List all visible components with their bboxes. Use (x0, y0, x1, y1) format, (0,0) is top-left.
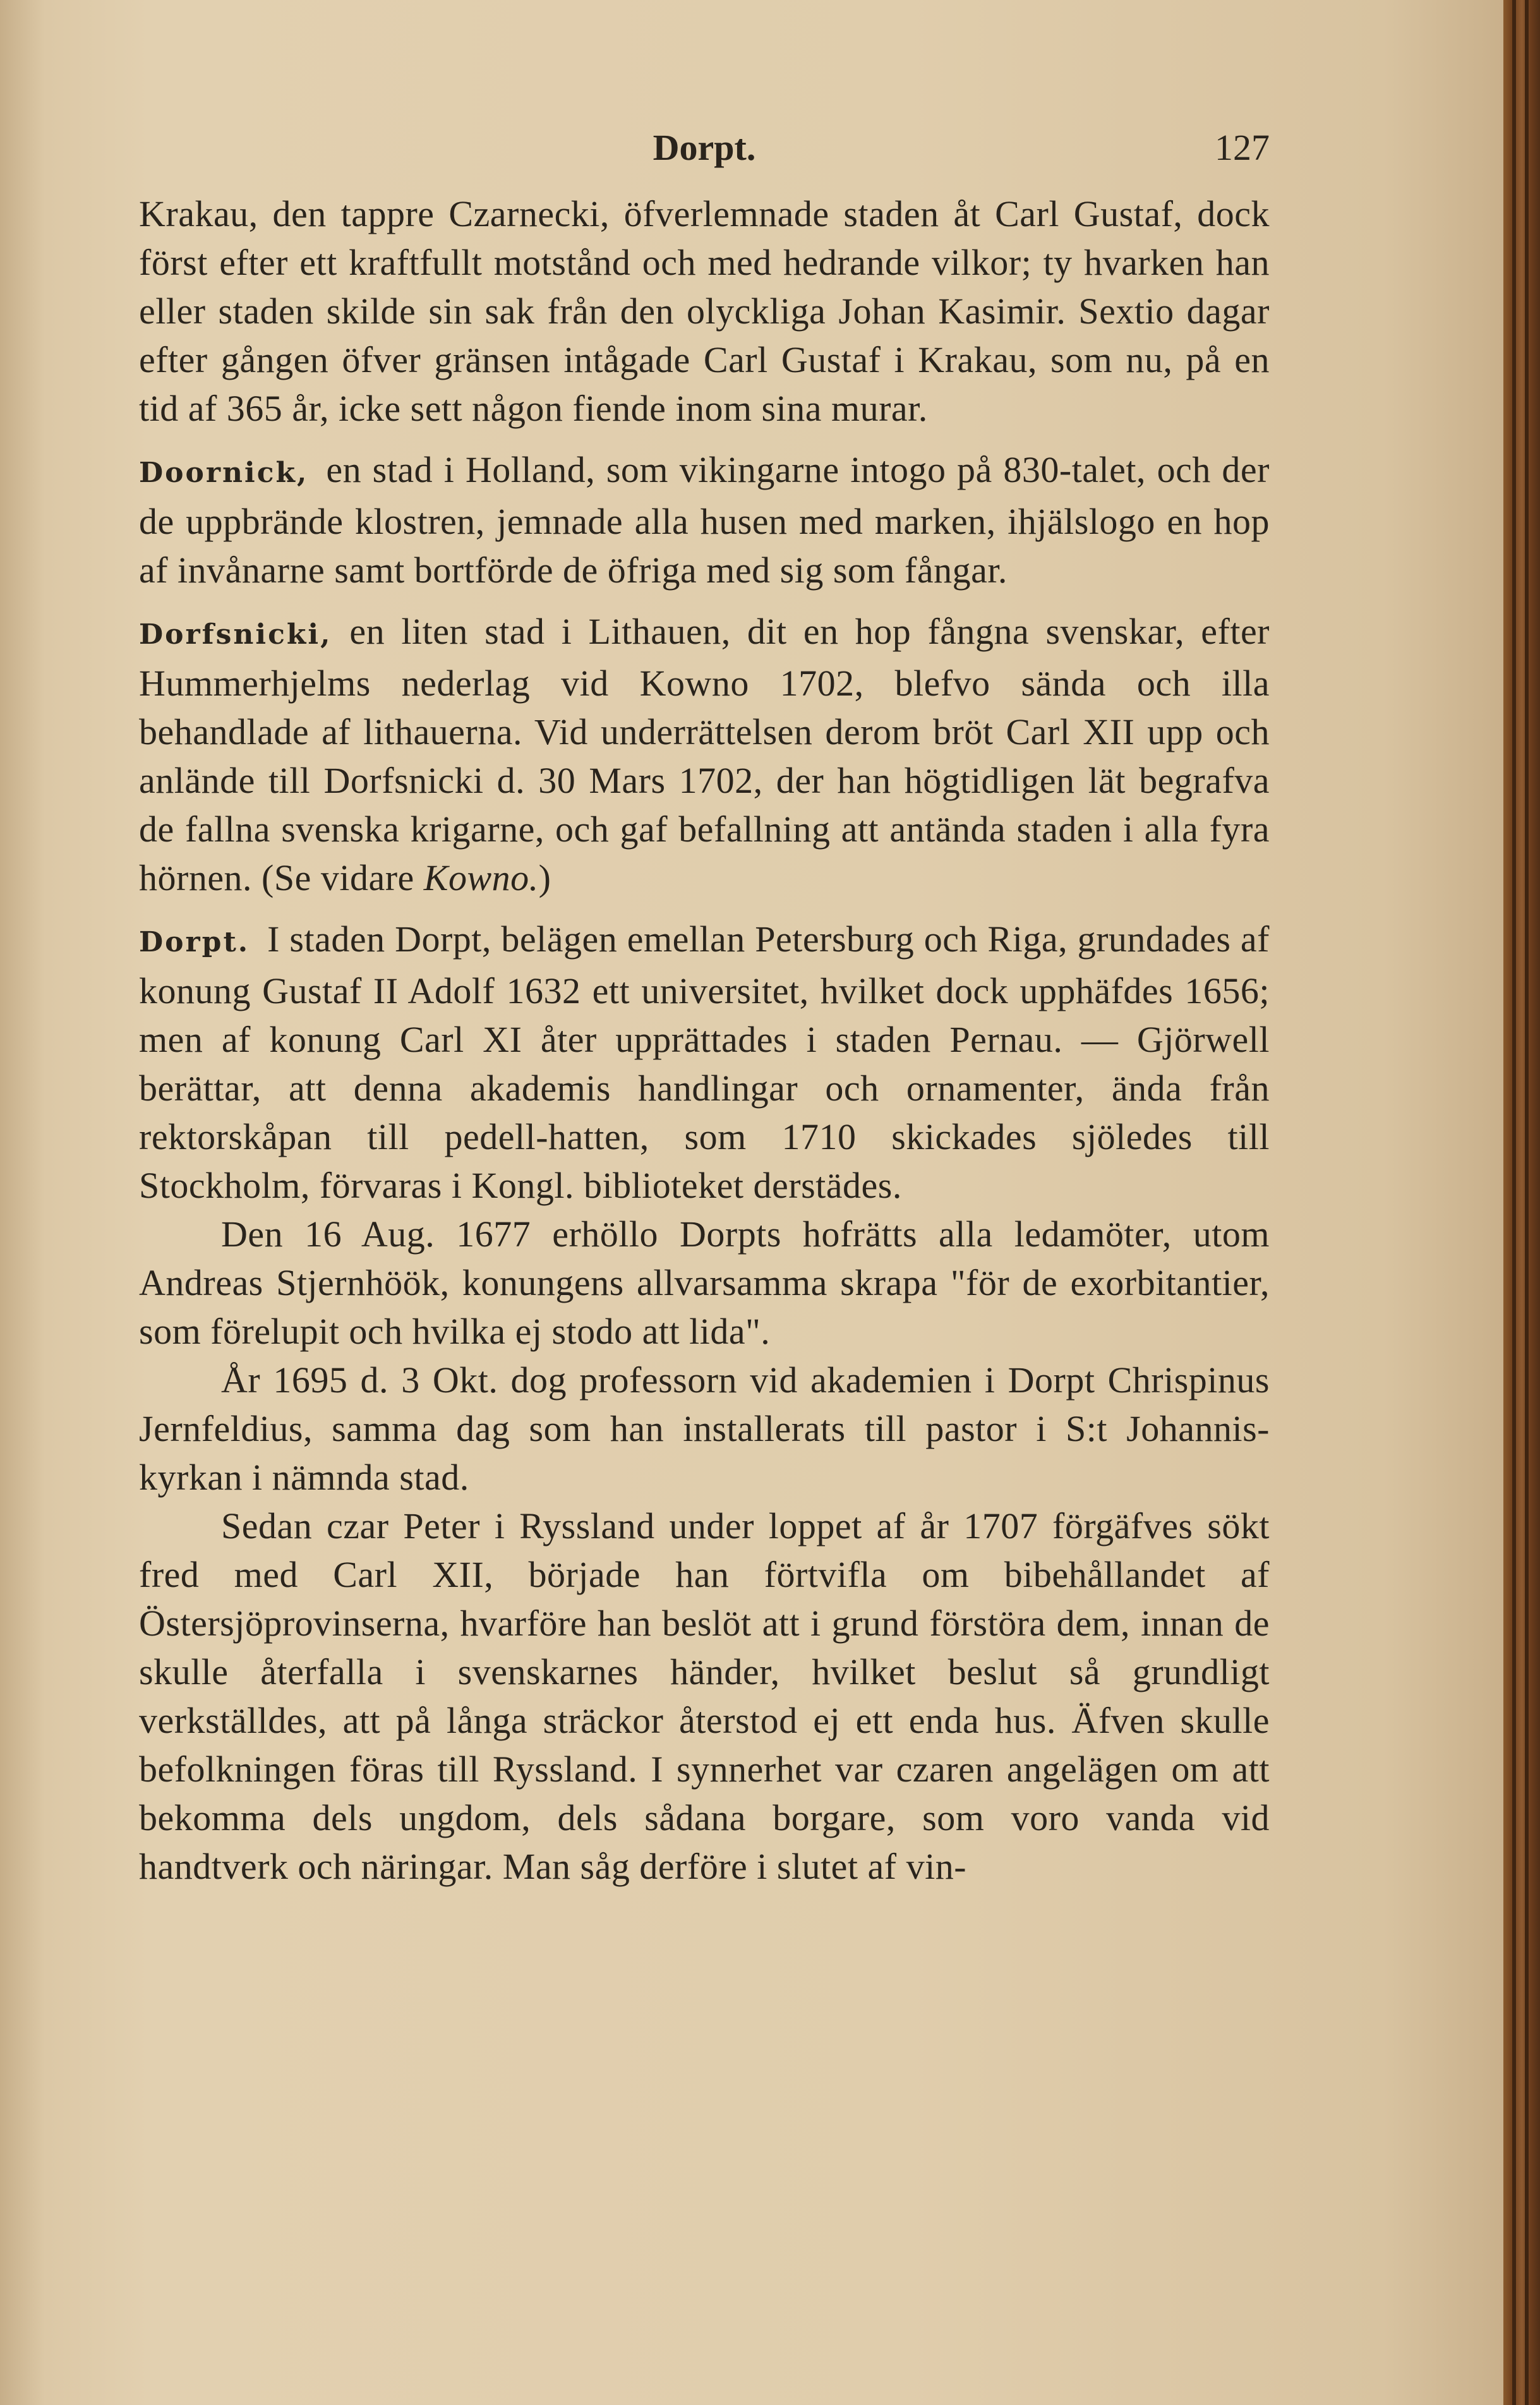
page-number: 127 (1215, 127, 1270, 168)
book-edge (1503, 0, 1540, 2405)
entry-headword: Dorfsnicki, (139, 618, 332, 651)
paragraph-czar-peter (139, 1502, 1270, 1891)
entry-headword: Doornick, (139, 457, 309, 489)
entry-headword: Dorpt. (139, 926, 250, 958)
paragraph-text: Sedan czar Peter i Ryssland under loppet af år 1707 förgäfves sökt fred med Carl XII, började han förtvifla om bibehållandet af Östersjöprovinserna, hvarföre han beslöt att i grund förstöra dem, innan de skulle återfalla i svenskarnes händer, hvilket beslut så grundligt verkställdes, att på långa sträckor återstod ej ett enda hus. Äfven skulle befolkningen föras till Ryssland. I synnerhet var czaren angelägen om att bekomma dels ungdom, dels sådana borgare, som voro vanda vid handtverk och näringar. Man såg derföre i slutet af vin- (139, 1505, 1270, 1887)
closing-paren: ) (538, 857, 551, 898)
paragraph-jernfeldius (139, 1356, 1270, 1502)
entry-text: I staden Dorpt, belägen emellan Petersburg och Riga, grundades af konung Gustaf II Adolf 1632 ett universitet, hvilket dock upphäfdes 1656; men af konung Carl XI åter upprättades i staden Pernau. — Gjörwell berättar, att denna akademis handlingar och ornamenter, ända från rektorskåpan till pedell-hatten, som 1710 skickades sjöledes till Stockholm, förvaras i Kongl. biblioteket derstädes. (139, 919, 1270, 1206)
entry-doornick (139, 445, 1270, 594)
entry-dorfsnicki (139, 607, 1270, 902)
page-header (139, 126, 1270, 177)
edge-line (1512, 0, 1516, 2405)
entry-text: en stad i Holland, som vikingarne intogo på 830-talet, och der de uppbrände klostren, jemnade alla husen med marken, ihjälslogo en hop af invånarne samt bortförde de öfriga med sig som fångar. (139, 449, 1270, 591)
entry-text: en liten stad i Lithauen, dit en hop fångna svenskar, efter Hummerhjelms nederlag vid Kowno 1702, blefvo sända och illa behandlade af lithauerna. Vid underrättelsen derom bröt Carl XII upp och anlände till Dorfsnicki d. 30 Mars 1702, der han högtidligen lät begrafva de fallna svenska krigarne, och gaf befallning att antända staden i alla fyra hörnen. (Se vidare (139, 611, 1270, 898)
running-title: Dorpt. (653, 127, 756, 168)
paragraph-text: Den 16 Aug. 1677 erhöllo Dorpts hofrätts alla ledamöter, utom Andreas Stjernhöök, konungens allvarsamma skrapa "för de exorbitantier, som förelupit och hvilka ej stodo att lida". (139, 1214, 1270, 1352)
cross-reference: Kowno. (423, 857, 539, 898)
body-text (139, 190, 1270, 1891)
paragraph-text: År 1695 d. 3 Okt. dog professorn vid akademien i Dorpt Chrispinus Jernfeldius, samma dag som han installerats till pastor i S:t Johannis-kyrkan i nämnda stad. (139, 1359, 1270, 1498)
paragraph-hofratt (139, 1210, 1270, 1356)
paragraph-krakau-continued (139, 190, 1270, 433)
entry-dorpt (139, 915, 1270, 1210)
edge-line (1525, 0, 1529, 2405)
paragraph-text: Krakau, den tappre Czarnecki, öfverlemnade staden åt Carl Gustaf, dock först efter ett kraftfullt motstånd och med hedrande vilkor; ty hvarken han eller staden skilde sin sak från den olyckliga Johan Kasimir. Sextio dagar efter gången öfver gränsen intågade Carl Gustaf i Krakau, som nu, på en tid af 365 år, icke sett någon fiende inom sina murar. (139, 193, 1270, 429)
